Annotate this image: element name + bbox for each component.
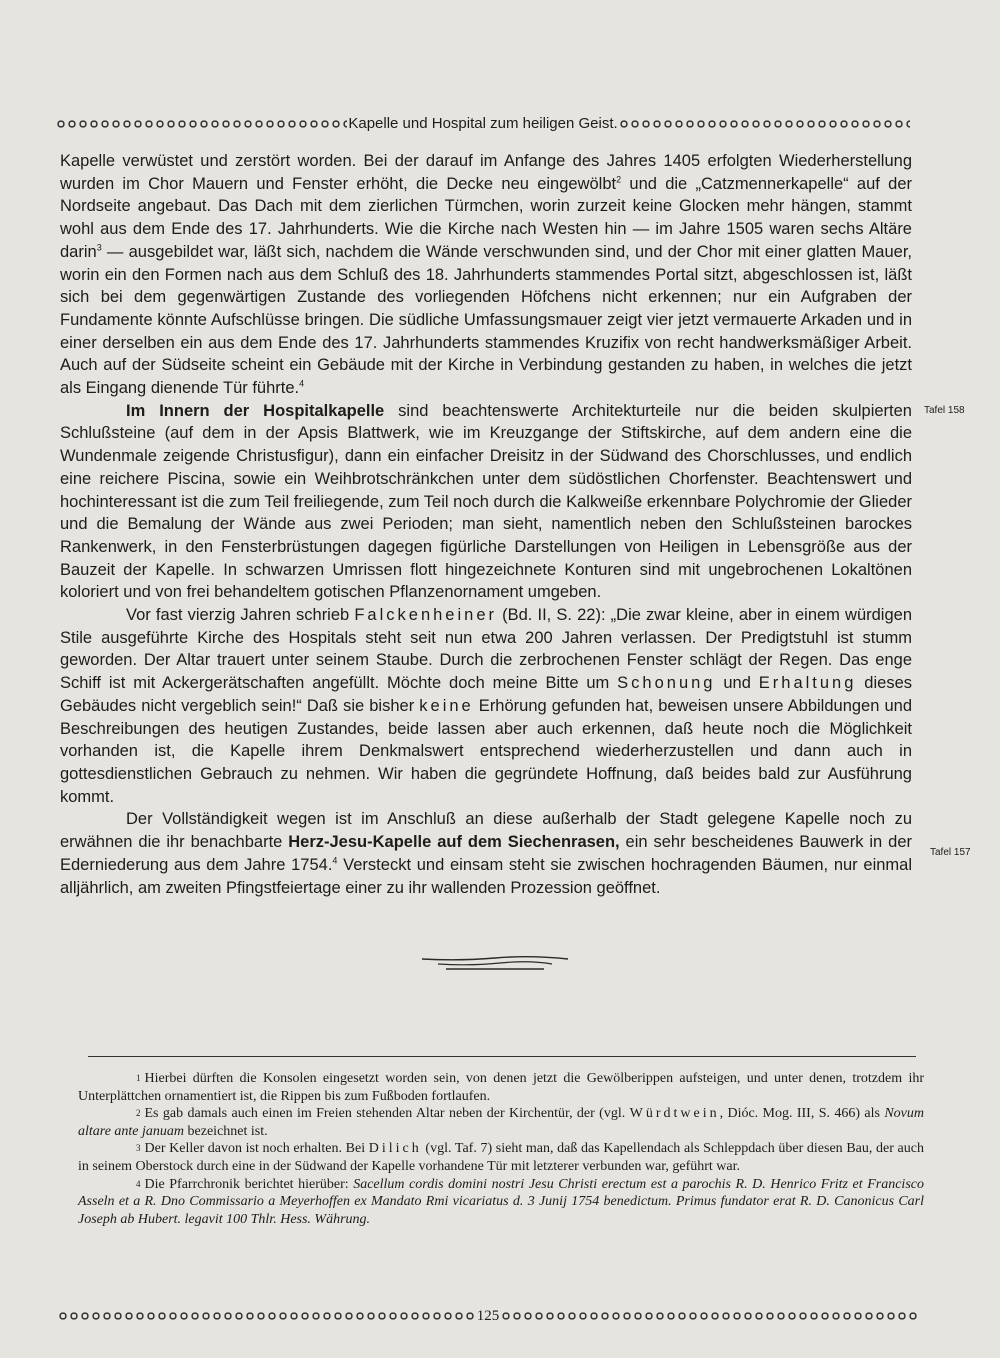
spaced-word: Erhaltung	[758, 674, 857, 693]
margin-note-tafel-157: Tafel 157	[930, 847, 971, 858]
text-run: Erhörung gefunden hat, beweisen unsere Abbildungen und Beschreibungen des heutigen Zustandes, beide lassen aber auch erkennen, daß heute noch die Möglichkeit vorhanden ist, die Kapelle ihrem Denkmalswert entsprechend wiederherzustellen und dann auch in gottesdienstlichen Gebrauch zu nehmen. Wir haben die gegründete Hoffnung, daß beides bald zur Ausführung kommt.	[60, 696, 912, 806]
paragraph-2	[60, 400, 912, 604]
text-run: Der Vollständigkeit wegen ist im Anschluß an diese außerhalb der Stadt gelegene Kapelle noch zu erwähnen die ihr benachbarte	[60, 810, 912, 852]
text-run: ein sehr bescheidenes Bauwerk in der Ederniederung aus dem Jahre 1754.	[60, 833, 912, 874]
page-footer	[58, 1306, 918, 1326]
paragraph-3	[60, 604, 912, 808]
paragraph-4	[60, 808, 912, 899]
footnote-text: Es gab damals auch einen im Freien stehenden Altar neben der Kirchentür, der (vgl.	[144, 1106, 630, 1122]
footnote-number: 2	[136, 1108, 141, 1119]
text-run: dieses Gebäudes nicht vergeblich sein!“ Daß sie bisher	[60, 674, 912, 715]
footnote-ref: 3	[96, 242, 102, 253]
text-run: (Bd. II, S. 22): „Die zwar kleine, aber in einem würdigen Stile ausgeführte Kirche des Hospitals steht seit nun etwa 200 Jahren verlassen. Der Predigtstuhl ist stumm geworden. Der Altar trauert unter seinem Staube. Durch die zerbrochenen Fenster schlägt der Regen. Das enge Schiff ist mit Ackergerätschaften angefüllt. Möchte doch meine Bitte um	[60, 606, 913, 693]
spaced-word: keine	[419, 696, 474, 715]
bold-heading: Im Innern der Hospitalkapelle	[126, 401, 385, 420]
text-run: Vor fast vierzig Jahren schrieb	[126, 606, 355, 625]
text-run: und die „Catzmennerkapelle“ auf der Nordseite angebaut. Das Dach mit dem zierlichen Türmchen, worin zurzeit keine Glocken mehr hängen, stammt wohl aus dem Ende des 17. Jahrhunderts. Wie die Kirche nach Westen hin — im Jahre 1505 waren sechs Altäre darin	[60, 174, 912, 261]
left-ornament-border	[56, 119, 347, 129]
footnote-number: 3	[136, 1143, 141, 1154]
footnote-ref: 4	[332, 855, 338, 866]
running-header	[56, 114, 910, 134]
paragraph-1	[60, 150, 912, 400]
text-run: sind beachtenswerte Architekturteile nur die beiden skulpierten Schlußsteine (auf dem in der Apsis Blattwerk, wie im Kreuzgange der Stiftskirche, auf dem andern eine die Wundenmale zeigende Christusfigur), dann ein einfacher Dreisitz in der Südwand des Chorschlusses, und endlich eine reichere Piscina, sowie ein Weihbrotschränkchen unter dem südöstlichen Chorfenster. Beachtenswert und hochinteressant ist die zum Teil freiliegende, zum Teil noch durch die Kalkweiße erkennbare Polychromie der Glieder und die Bemalung der Wände aus zwei Perioden; man sieht, namentlich neben den Schlußsteinen barockes Rankenwerk, in den Fensterbrüstungen dagegen figürliche Darstellungen von Heiligen in Lebensgröße aus der Bauzeit der Kapelle. In schwarzen Umrissen flott hingezeichnete Konturen sind mit ungebrochenen Lokaltönen koloriert und von frei behandeltem gotischen Pflanzenornament umgeben.	[60, 401, 912, 602]
main-text	[60, 150, 912, 899]
italic-latin-quote: Sacellum cordis domini nostri Jesu Christi erectum est a parochis R. D. Henrico Fritz et Francisco Asseln et a R. Dno Commissario a Meyerhoffen ex Mandato Rmi vicariatus d. 3 Junij 1754 benedictum. Primus fundator erat R. D. Canonicus Carl Joseph ab Hubert. legavit 100 Thlr. Hess. Währung.	[78, 1176, 924, 1227]
footnote-3	[78, 1140, 924, 1175]
footnote-text: bezeichnet ist.	[184, 1123, 268, 1139]
right-ornament-border	[501, 1311, 918, 1321]
right-ornament-border	[619, 119, 910, 129]
text-run: — ausgebildet war, läßt sich, nachdem die Wände verschwunden sind, und der Chor mit einer glatten Mauer, worin ein den Formen nach aus dem Schluß des 18. Jahrhunderts stammendes Portal sitzt, abgeschlossen ist, läßt sich bei dem gegenwärtigen Zustande des vorliegenden Höfchens nicht erkennen; nur ein Aufgraben der Fundamente könnte Aufschlüsse bringen. Die südliche Umfassungsmauer zeigt vier jetzt vermauerte Arkaden und in einer derselben ein aus dem Ende des 17. Jahrhunderts stammendes Kruzifix von recht handwerksmäßiger Arbeit. Auch auf der Südseite scheint ein Gebäude mit der Kirche in Verbindung gestanden zu haben, in welches die jetzt als Eingang dienende Tür führte.	[60, 242, 912, 398]
footnote-text: Die Pfarrchronik berichtet hierüber:	[144, 1176, 354, 1192]
footnote-1	[78, 1070, 924, 1105]
footnotes	[78, 1070, 924, 1228]
spaced-name: Falckenheiner	[354, 606, 497, 625]
text-run: und	[715, 674, 759, 693]
margin-note-tafel-158: Tafel 158	[924, 405, 965, 416]
footnote-text: Der Keller davon ist noch erhalten. Bei	[144, 1141, 369, 1157]
text-run: Kapelle verwüstet und zerstört worden. Bei der darauf im Anfange des Jahres 1405 erfolgten Wiederherstellung wurden im Chor Mauern und Fenster erhöht, die Decke neu eingewölbt	[60, 152, 912, 193]
footnote-number: 1	[136, 1073, 141, 1083]
footnote-2	[78, 1105, 924, 1140]
spaced-name: Würdtwein	[629, 1106, 720, 1122]
header-title: Kapelle und Hospital zum heiligen Geist.	[348, 115, 618, 132]
left-ornament-border	[58, 1311, 475, 1321]
footnote-number: 4	[136, 1178, 141, 1189]
footnote-4	[78, 1176, 924, 1229]
section-divider	[420, 953, 570, 973]
footnote-text: , Dióc. Mog. III, S. 466) als	[719, 1106, 885, 1122]
text-run: Versteckt und einsam steht sie zwischen hochragenden Bäumen, nur einmal alljährlich, am zweiten Pfingstfeiertage einer zu ihr wallenden Prozession geöffnet.	[60, 855, 912, 897]
footnote-ref: 2	[616, 174, 622, 185]
italic-text: Novum altare ante januam	[78, 1106, 924, 1139]
bold-heading: Herz-Jesu-Kapelle auf dem Siechenrasen,	[288, 833, 620, 852]
footnote-ref: 4	[299, 378, 305, 389]
footnote-text: Hierbei dürften die Konsolen eingesetzt worden sein, von denen jetzt die Gewölberippen aufsteigen, und unter denen, trotzdem ihr Unterplättchen ornamentiert ist, die Rippen bis zum Fußboden fortlaufen.	[78, 1071, 924, 1104]
spaced-name: Dilich	[368, 1141, 422, 1157]
footnote-rule	[88, 1056, 916, 1057]
footnote-text: (vgl. Taf. 7) sieht man, daß das Kapellendach als Schleppdach über diesen Bau, der auch in seinem Oberstock durch eine in der Südwand der Kapelle vorhandene Tür mit letzterer verbunden war, geführt war.	[78, 1141, 924, 1175]
page-number: 125	[476, 1307, 500, 1324]
spaced-word: Schonung	[617, 674, 716, 693]
